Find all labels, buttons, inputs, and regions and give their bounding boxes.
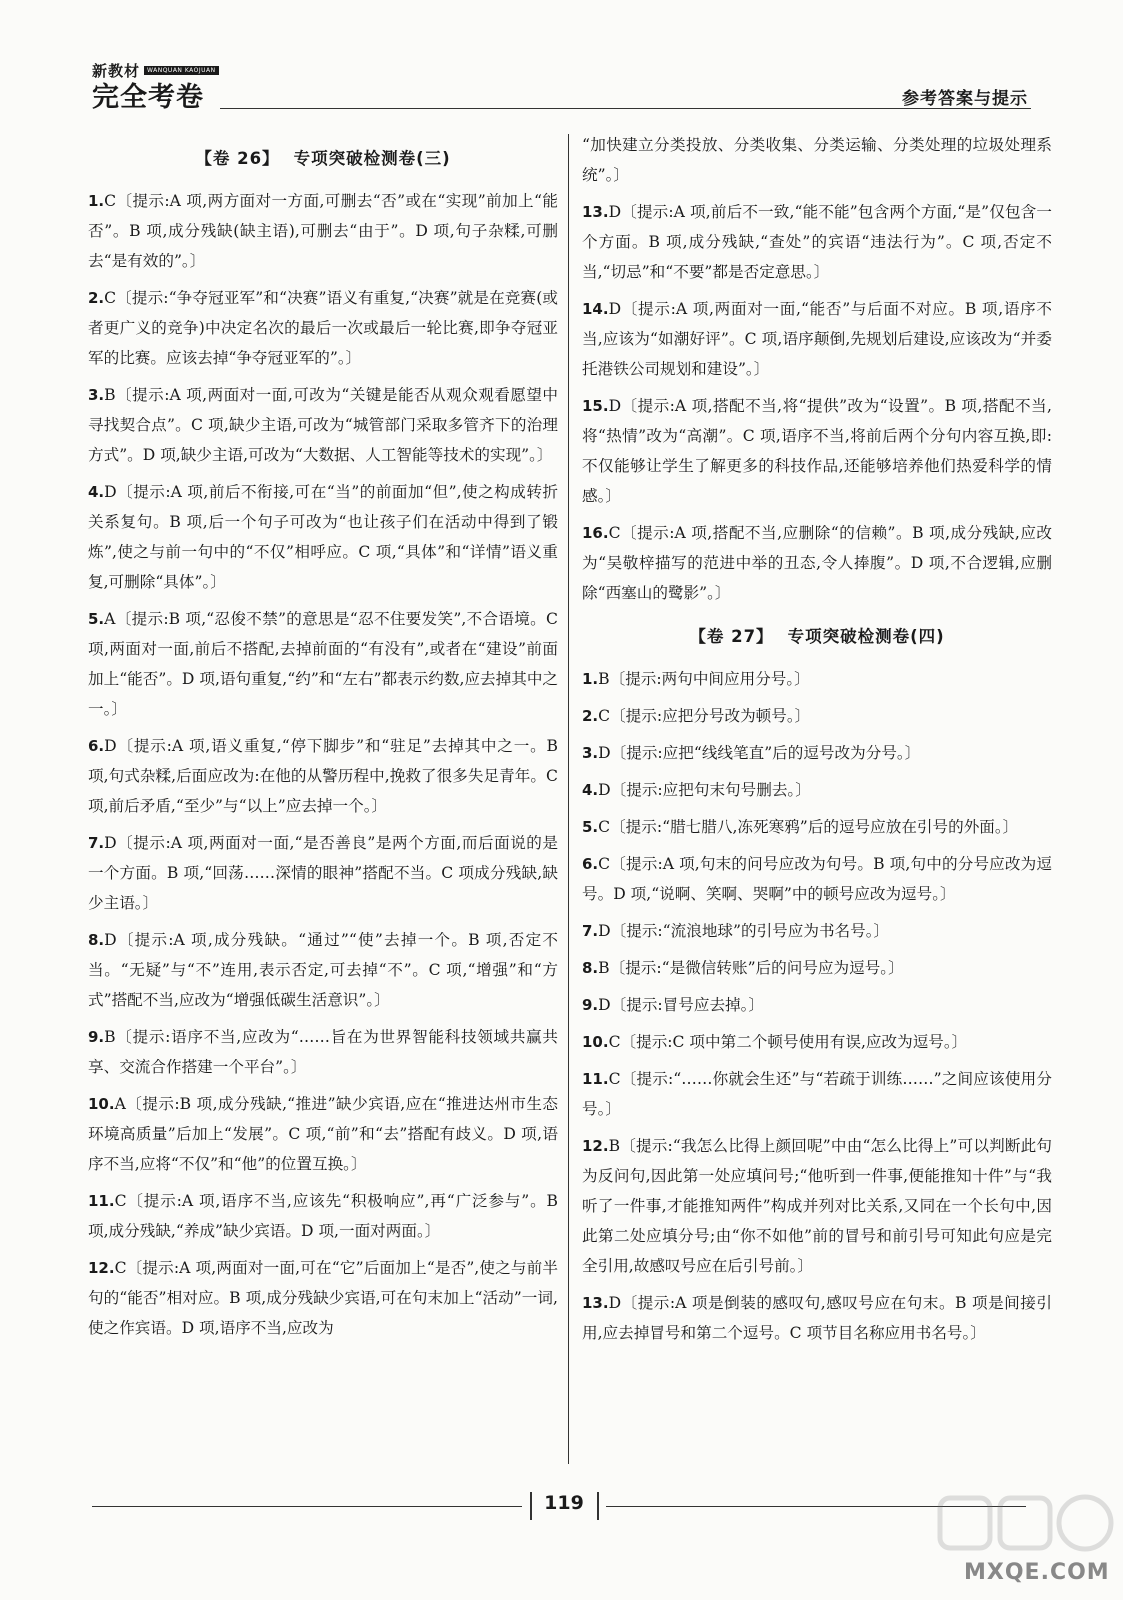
answer-number: 11. (88, 1192, 115, 1210)
answer-item (582, 1064, 1052, 1124)
footer-rule-left (92, 1506, 522, 1507)
answer-item (582, 812, 1052, 842)
answer-number: 9. (582, 996, 599, 1014)
answer-continuation: “加快建立分类投放、分类收集、分类运输、分类处理的垃圾处理系统”。〕 (582, 136, 1052, 184)
answer-item (88, 1253, 558, 1343)
brand-small-text: 新教材 (92, 62, 141, 80)
answer-item (582, 294, 1052, 384)
answer-number: 9. (88, 1028, 105, 1046)
answer-item (582, 391, 1052, 511)
answer-number: 8. (88, 931, 105, 949)
answer-number: 3. (88, 386, 105, 404)
answer-item (88, 828, 558, 918)
answer-number: 8. (582, 959, 599, 977)
answer-item (582, 197, 1052, 287)
answer-number: 7. (88, 834, 105, 852)
answer-number: 12. (88, 1259, 115, 1277)
answer-number: 6. (88, 737, 105, 755)
answer-number: 14. (582, 300, 609, 318)
answer-number: 15. (582, 397, 609, 415)
answer-text: C〔提示:C 项中第二个顿号使用有误,应改为逗号。〕 (608, 1033, 968, 1051)
page-number-bar-right (597, 1492, 599, 1520)
answer-text: D〔提示:A 项,前后不衔接,可在“当”的前面加“但”,使之构成转折关系复句。B 项,后一个句子可改为“也让孩子们在活动中得到了锻炼”,使之与前一句中的“不仅”相呼应。C 项,“具体”和“详情”语义重复,可删除“具体”。〕 (88, 483, 558, 591)
answer-item (88, 1022, 558, 1082)
section-tag: 【卷 27】 (689, 627, 774, 646)
answer-number: 1. (582, 670, 599, 688)
answer-item (582, 518, 1052, 608)
answer-number: 2. (582, 707, 599, 725)
answer-item (582, 775, 1052, 805)
answer-item (88, 1186, 558, 1246)
answer-number: 6. (582, 855, 599, 873)
answer-number: 12. (582, 1137, 609, 1155)
answer-text: C〔提示:“争夺冠亚军”和“决赛”语义有重复,“决赛”就是在竞赛(或者更广义的竞争)中决定名次的最后一次或最后一轮比赛,即争夺冠亚军的比赛。应该去掉“争夺冠亚军的”。〕 (88, 289, 558, 367)
answer-text: C〔提示:A 项,两方面对一方面,可删去“否”或在“实现”前加上“能否”。B 项,成分残缺(缺主语),可删去“由于”。D 项,句子杂糅,可删去“是有效的”。〕 (88, 192, 558, 270)
answer-item (88, 925, 558, 1015)
section-title-26 (88, 144, 558, 174)
answer-text: A〔提示:B 项,成分残缺,“推进”缺少宾语,应在“推进达州市生态环境高质量”后加上“发展”。C 项,“前”和“去”搭配有歧义。D 项,语序不当,应将“不仅”和“他”的位置互换。〕 (88, 1095, 558, 1173)
answer-item (582, 849, 1052, 909)
answer-text: D〔提示:A 项,两面对一面,“是否善良”是两个方面,而后面说的是一个方面。B 项,“回荡……深情的眼神”搭配不当。C 项成分残缺,缺少主语。〕 (88, 834, 558, 912)
answer-text: D〔提示:A 项是倒装的感叹句,感叹号应在句末。B 项是间接引用,应去掉冒号和第二个逗号。C 项节目名称应用书名号。〕 (582, 1294, 1052, 1342)
brand-title: 完全考卷 (92, 82, 204, 113)
answer-text: D〔提示:A 项,两面对一面,“能否”与后面不对应。B 项,语序不当,应该为“如潮好评”。C 项,语序颠倒,先规划后建设,应该改为“并委托港铁公司规划和建设”。〕 (582, 300, 1052, 378)
answer-number: 2. (88, 289, 105, 307)
answer-item (582, 990, 1052, 1020)
answer-number: 1. (88, 192, 105, 210)
answer-text: D〔提示:冒号应去掉。〕 (598, 996, 765, 1014)
watermark-text: MXQE.COM (964, 1560, 1110, 1585)
answer-item (88, 186, 558, 276)
answer-item (582, 1131, 1052, 1281)
answer-text: C〔提示:A 项,语序不当,应该先“积极响应”,再“广泛参与”。B 项,成分残缺,“养成”缺少宾语。D 项,一面对两面。〕 (88, 1192, 558, 1240)
answer-number: 4. (88, 483, 105, 501)
answer-item (88, 380, 558, 470)
page-header-title: 参考答案与提示 (902, 89, 1028, 109)
answer-item (88, 477, 558, 597)
answer-text: B〔提示:语序不当,应改为“……旨在为世界智能科技领域共赢共享、交流合作搭建一个平台”。〕 (88, 1028, 558, 1076)
left-column (88, 130, 558, 1350)
section-tag: 【卷 26】 (195, 149, 280, 168)
answer-text: D〔提示:应把句末句号删去。〕 (598, 781, 811, 799)
answer-text: A〔提示:B 项,“忍俊不禁”的意思是“忍不住要发笑”,不合语境。C 项,两面对一面,前后不搭配,去掉前面的“有没有”,或者在“建设”前面加上“能否”。D 项,语句重复,“约”和“左右”都表示约数,应去掉其中之一。〕 (88, 610, 559, 718)
answer-text: D〔提示:A 项,语义重复,“停下脚步”和“驻足”去掉其中之一。B 项,句式杂糅,后面应改为:在他的从警历程中,挽救了很多失足青年。C 项,前后矛盾,“至少”与“以上”应去掉一个。〕 (88, 737, 558, 815)
section-name: 专项突破检测卷(四) (787, 627, 945, 646)
answer-text: C〔提示:A 项,两面对一面,可在“它”后面加上“是否”,使之与前半句的“能否”相对应。B 项,成分残缺少宾语,可在句末加上“活动”一词,使之作宾语。D 项,语序不当,应改为 (88, 1259, 558, 1337)
right-column (582, 130, 1052, 1355)
answer-item (582, 738, 1052, 768)
answer-item (582, 953, 1052, 983)
answer-text: C〔提示:“腊七腊八,冻死寒鸦”后的逗号应放在引号的外面。〕 (598, 818, 1019, 836)
answer-number: 3. (582, 744, 599, 762)
answer-item (582, 1288, 1052, 1348)
answer-item (582, 701, 1052, 731)
answer-item (582, 916, 1052, 946)
answer-item (88, 604, 558, 724)
column-divider (568, 134, 569, 1464)
answer-number: 10. (582, 1033, 609, 1051)
answer-text: D〔提示:A 项,前后不一致,“能不能”包含两个方面,“是”仅包含一个方面。B 项,成分残缺,“查处”的宾语“违法行为”。C 项,否定不当,“切忌”和“不要”都是否定意思。〕 (582, 203, 1052, 281)
answer-text: B〔提示:“我怎么比得上颜回呢”中由“怎么比得上”可以判断此句为反问句,因此第一处应填问号;“他听到一件事,便能推知十件”与“我听了一件事,才能推知两件”构成并列对比关系,又同在一个长句中,因此第二处应填分号;由“你不如他”前的冒号和前引号可知此句应是完全引用,故感叹号应在后引号前。〕 (582, 1137, 1052, 1275)
answer-text: D〔提示:应把“线线笔直”后的逗号改为分号。〕 (598, 744, 921, 762)
answer-text: B〔提示:两句中间应用分号。〕 (598, 670, 810, 688)
brand-logo (92, 60, 222, 113)
brand-tag: WANQUAN KAOJUAN (144, 66, 219, 75)
section-name: 专项突破检测卷(三) (293, 149, 451, 168)
answer-item (582, 1027, 1052, 1057)
answer-number: 16. (582, 524, 609, 542)
answer-number: 7. (582, 922, 599, 940)
answer-number: 11. (582, 1070, 609, 1088)
answer-text: D〔提示:A 项,成分残缺。“通过”“使”去掉一个。B 项,否定不当。“无疑”与“不”连用,表示否定,可去掉“不”。C 项,“增强”和“方式”搭配不当,应改为“增强低碳生活意识”。〕 (88, 931, 558, 1009)
answer-item (88, 283, 558, 373)
answer-text: C〔提示:A 项,搭配不当,应删除“的信赖”。B 项,成分残缺,应改为“吴敬梓描写的范进中举的丑态,令人捧腹”。D 项,不合逻辑,应删除“西塞山的鹭影”。〕 (582, 524, 1052, 602)
answer-item (88, 1089, 558, 1179)
answer-number: 13. (582, 1294, 609, 1312)
answer-number: 5. (582, 818, 599, 836)
answer-text: B〔提示:“是微信转账”后的问号应为逗号。〕 (598, 959, 904, 977)
page-number: 119 (544, 1492, 584, 1514)
answer-text: D〔提示:A 项,搭配不当,将“提供”改为“设置”。B 项,搭配不当,将“热情”改为“高潮”。C 项,语序不当,将前后两个分句内容互换,即:不仅能够让学生了解更多的科技作品,还能够培养他们热爱科学的情感。〕 (582, 397, 1052, 505)
answer-text: D〔提示:“流浪地球”的引号应为书名号。〕 (598, 922, 890, 940)
answer-item (88, 731, 558, 821)
answer-number: 5. (88, 610, 105, 628)
answer-number: 10. (88, 1095, 115, 1113)
answer-text: C〔提示:A 项,句末的问号应改为句号。B 项,句中的分号应改为逗号。D 项,“说啊、笑啊、哭啊”中的顿号应改为逗号。〕 (582, 855, 1052, 903)
answer-text: C〔提示:“……你就会生还”与“若疏于训练……”之间应该使用分号。〕 (582, 1070, 1052, 1118)
answer-number: 4. (582, 781, 599, 799)
answer-text: B〔提示:A 项,两面对一面,可改为“关键是能否从观众观看愿望中寻找契合点”。C 项,缺少主语,可改为“城管部门采取多管齐下的治理方式”。D 项,缺少主语,可改为“大数据、人工智能等技术的实现”。〕 (88, 386, 558, 464)
answer-text: C〔提示:应把分号改为顿号。〕 (598, 707, 811, 725)
section-title-27 (582, 622, 1052, 652)
answer-item (582, 664, 1052, 694)
answer-number: 13. (582, 203, 609, 221)
